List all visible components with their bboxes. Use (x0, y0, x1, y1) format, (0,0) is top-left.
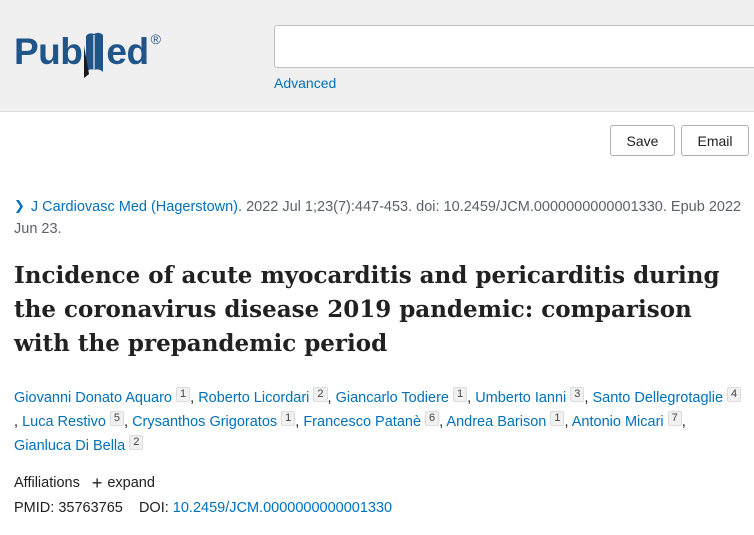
author-item: Roberto Licordari 2 , (198, 388, 336, 406)
author-item (14, 438, 143, 454)
pmid-value: 35763765 (58, 500, 123, 516)
author-link[interactable]: Francesco Patanè (303, 414, 422, 430)
authors-list (14, 386, 744, 458)
author-item: Giovanni Donato Aquaro 1 , (14, 388, 199, 406)
author-item: Francesco Patanè 6 , (303, 412, 447, 430)
author-link[interactable]: Gianluca Di Bella (14, 438, 126, 454)
author-link[interactable]: Luca Restivo (22, 414, 106, 430)
logo-registered-mark: ® (150, 31, 161, 47)
expand-affiliations-button[interactable] (92, 474, 155, 492)
author-item: Antonio Micari 7 , (571, 412, 686, 430)
author-link[interactable]: Andrea Barison (446, 414, 547, 430)
affiliation-marker[interactable]: 1 (453, 387, 467, 402)
author-link[interactable]: Santo Dellegrotaglie (592, 390, 724, 406)
affiliation-marker[interactable]: 2 (129, 435, 143, 450)
pubmed-logo[interactable] (14, 22, 161, 82)
affiliation-marker[interactable]: 6 (425, 411, 439, 426)
citation-details: 2022 Jul 1;23(7):447-453. doi: 10.2459/JCM.0000000000001330. Epub 2022 Jun 23. (14, 199, 742, 237)
author-item: Andrea Barison 1 , (446, 412, 572, 430)
author-link[interactable]: Roberto Licordari (198, 390, 310, 406)
author-item: Luca Restivo 5 , (22, 412, 133, 430)
journal-link[interactable]: J Cardiovasc Med (Hagerstown). (30, 199, 243, 215)
affiliations-row (14, 474, 155, 492)
affiliations-label: Affiliations (14, 475, 80, 491)
article-citation (14, 196, 744, 240)
advanced-search-link[interactable]: Advanced (274, 75, 337, 91)
plus-icon: + (91, 473, 103, 493)
affiliation-marker[interactable]: 5 (110, 411, 124, 426)
affiliation-marker[interactable]: 7 (668, 411, 682, 426)
affiliation-marker[interactable]: 1 (281, 411, 295, 426)
author-item: Giancarlo Todiere 1 , (335, 388, 476, 406)
doi-label: DOI: (138, 500, 169, 516)
author-link[interactable]: Crysanthos Grigoratos (132, 414, 278, 430)
chevron-right-icon: ❯ (14, 198, 25, 213)
logo-text-pub: Pub (14, 31, 83, 72)
email-button[interactable]: Email (681, 125, 749, 156)
affiliation-marker[interactable]: 4 (727, 387, 741, 402)
author-link[interactable]: Giancarlo Todiere (335, 390, 449, 406)
expand-label: expand (107, 475, 155, 491)
article-identifiers (14, 500, 392, 516)
doi-link[interactable]: 10.2459/JCM.0000000000001330 (172, 500, 393, 516)
site-header (0, 0, 754, 112)
author-item: Umberto Ianni 3 , (475, 388, 593, 406)
author-link[interactable]: Antonio Micari (571, 414, 664, 430)
pmid-label: PMID: (14, 500, 55, 516)
affiliation-marker[interactable]: 1 (550, 411, 564, 426)
author-item: Crysanthos Grigoratos 1 , (132, 412, 304, 430)
logo-text-ed: ed (106, 31, 149, 72)
author-item: Santo Dellegrotaglie 4, (14, 390, 741, 430)
logo-book-icon (83, 22, 105, 82)
affiliation-marker[interactable]: 3 (570, 387, 584, 402)
affiliation-marker[interactable]: 1 (176, 387, 190, 402)
author-link[interactable]: Umberto Ianni (475, 390, 567, 406)
search-input[interactable] (274, 25, 754, 68)
article-title: Incidence of acute myocarditis and pericarditis during the coronavirus disease 2019 pandemic: comparison with the prepandemic period (14, 262, 720, 357)
author-link[interactable]: Giovanni Donato Aquaro (14, 390, 172, 406)
save-button[interactable]: Save (610, 125, 675, 156)
affiliation-marker[interactable]: 2 (313, 387, 327, 402)
